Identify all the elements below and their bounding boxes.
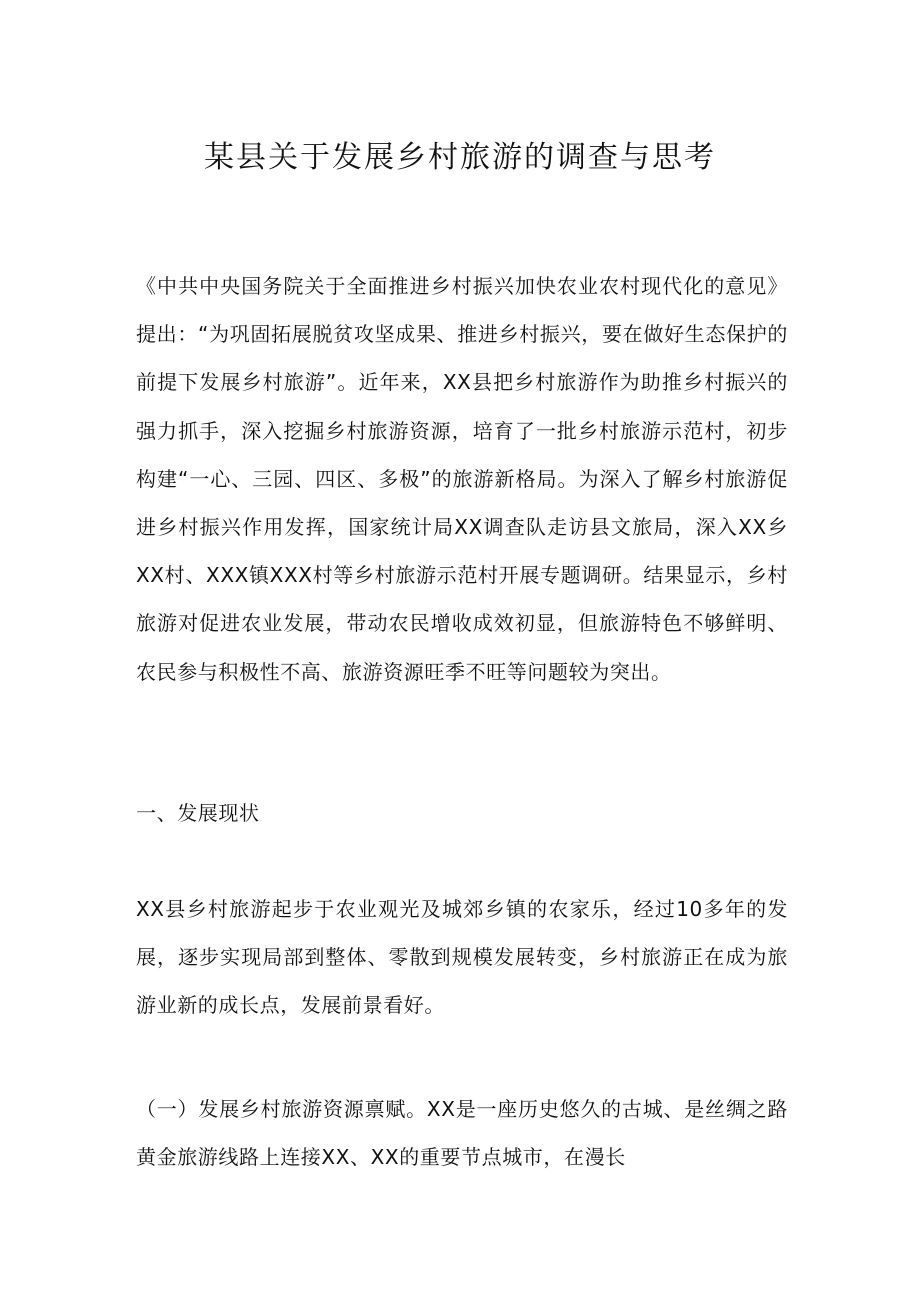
status-paragraph: XX县乡村旅游起步于农业观光及城郊乡镇的农家乐，经过10多年的发展，逐步实现局部到整体、零散到规模发展转变，乡村旅游正在成为旅游业新的成长点，发展前景看好。 xyxy=(136,897,788,1018)
document-title: 某县关于发展乡村旅游的调查与思考 xyxy=(204,140,716,175)
intro-paragraph: 《中共中央国务院关于全面推进乡村振兴加快农业农村现代化的意见》提出：“为巩固拓展脱贫攻坚成果、推进乡村振兴，要在做好生态保护的前提下发展乡村旅游”。近年来，XX县把乡村旅游作为助推乡村振兴的强力抓手，深入挖掘乡村旅游资源，培育了一批乡村旅游示范村，初步构建“一心、三园、四区、多极”的旅游新格局。为深入了解乡村旅游促进乡村振兴作用发挥，国家统计局XX调查队走访县文旅局，深入XX乡XX村、XXX镇XXX村等乡村旅游示范村开展专题调研。结果显示，乡村旅游对促进农业发展，带动农民增收成效初显，但旅游特色不够鲜明、农民参与积极性不高、旅游资源旺季不旺等问题较为突出。 xyxy=(136,274,788,684)
resources-paragraph: （一）发展乡村旅游资源禀赋。XX是一座历史悠久的古城、是丝绸之路黄金旅游线路上连接XX、XX的重要节点城市，在漫长 xyxy=(136,1097,788,1170)
section-heading: 一、发展现状 xyxy=(136,801,260,825)
